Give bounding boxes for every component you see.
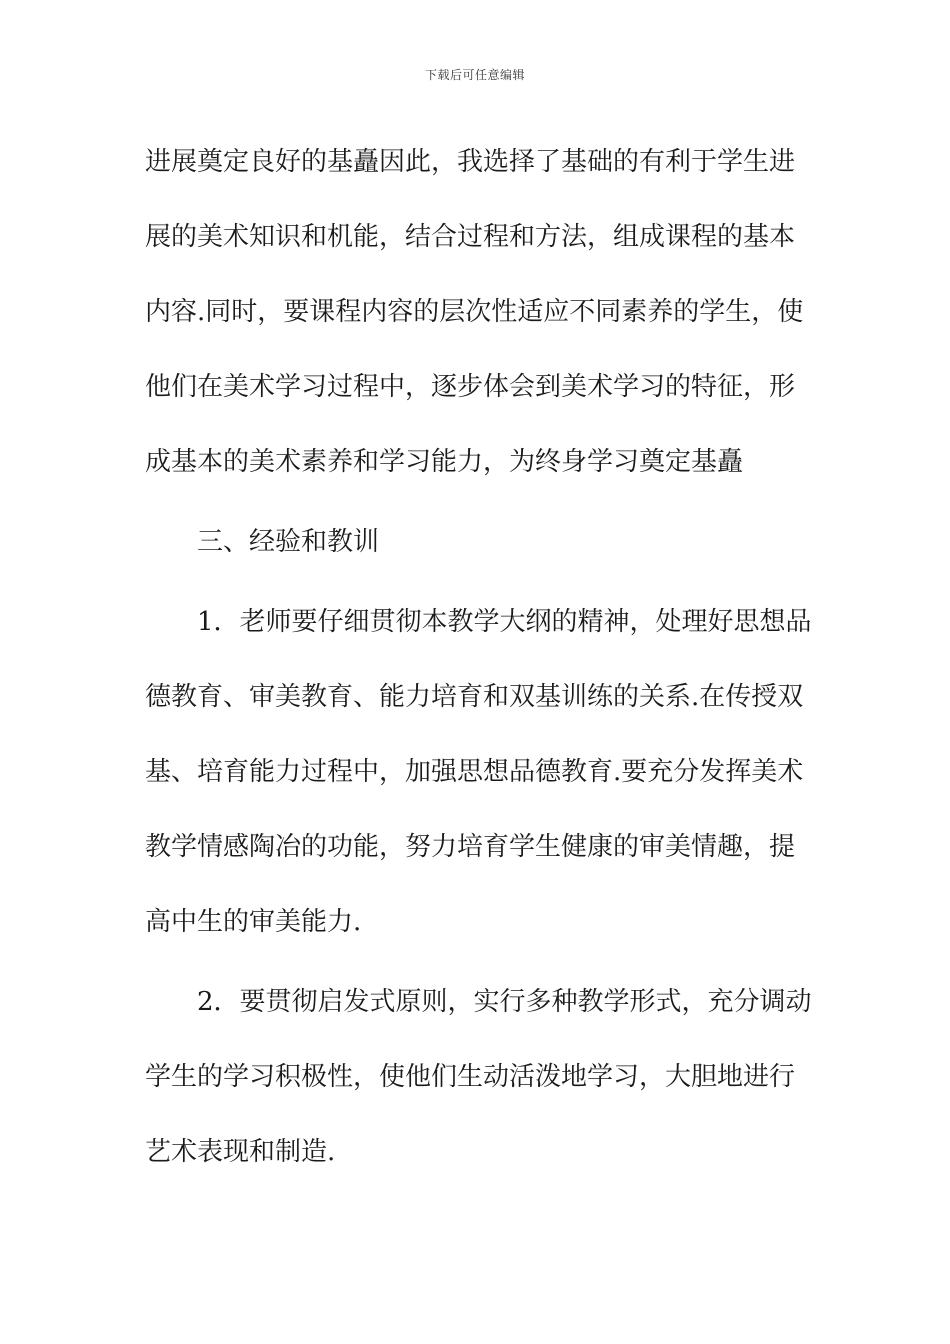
section-heading: [145, 505, 805, 580]
text-line: 他们在美术学习过程中，逐步体会到美术学习的特征，形: [145, 372, 796, 402]
text-line: 展的美术知识和机能，结合过程和方法，组成课程的基本: [145, 222, 796, 252]
section-title: 三、经验和教训: [197, 527, 380, 557]
text-line: 进展奠定良好的基矗因此，我选择了基础的有利于学生进: [145, 147, 796, 177]
text-line: 内容.同时，要课程内容的层次性适应不同素养的学生，使: [145, 297, 804, 327]
text-line: 学生的学习积极性，使他们生动活泼地学习，大胆地进行: [145, 1062, 796, 1092]
paragraph-item-1: [145, 585, 812, 960]
page-header: 下载后可任意编辑: [424, 68, 525, 82]
text-line: 教学情感陶冶的功能，努力培育学生健康的审美情趣，提: [145, 832, 796, 862]
paragraph-item-2: [145, 965, 812, 1190]
text-line: 德教育、审美教育、能力培育和双基训练的关系.在传授双: [145, 682, 804, 712]
text-line: 2．要贯彻启发式原则，实行多种教学形式，充分调动: [197, 987, 812, 1017]
text-line: 艺术表现和制造.: [145, 1137, 336, 1167]
text-line: 基、培育能力过程中，加强思想品德教育.要充分发挥美术: [145, 757, 804, 787]
text-line: 1．老师要仔细贯彻本教学大纲的精神，处理好思想品: [197, 607, 812, 637]
paragraph-course-content: [145, 125, 805, 500]
text-line: 高中生的审美能力.: [145, 907, 362, 937]
document-body: [145, 125, 812, 1195]
text-line: 成基本的美术素养和学习能力，为终身学习奠定基矗: [145, 447, 744, 477]
